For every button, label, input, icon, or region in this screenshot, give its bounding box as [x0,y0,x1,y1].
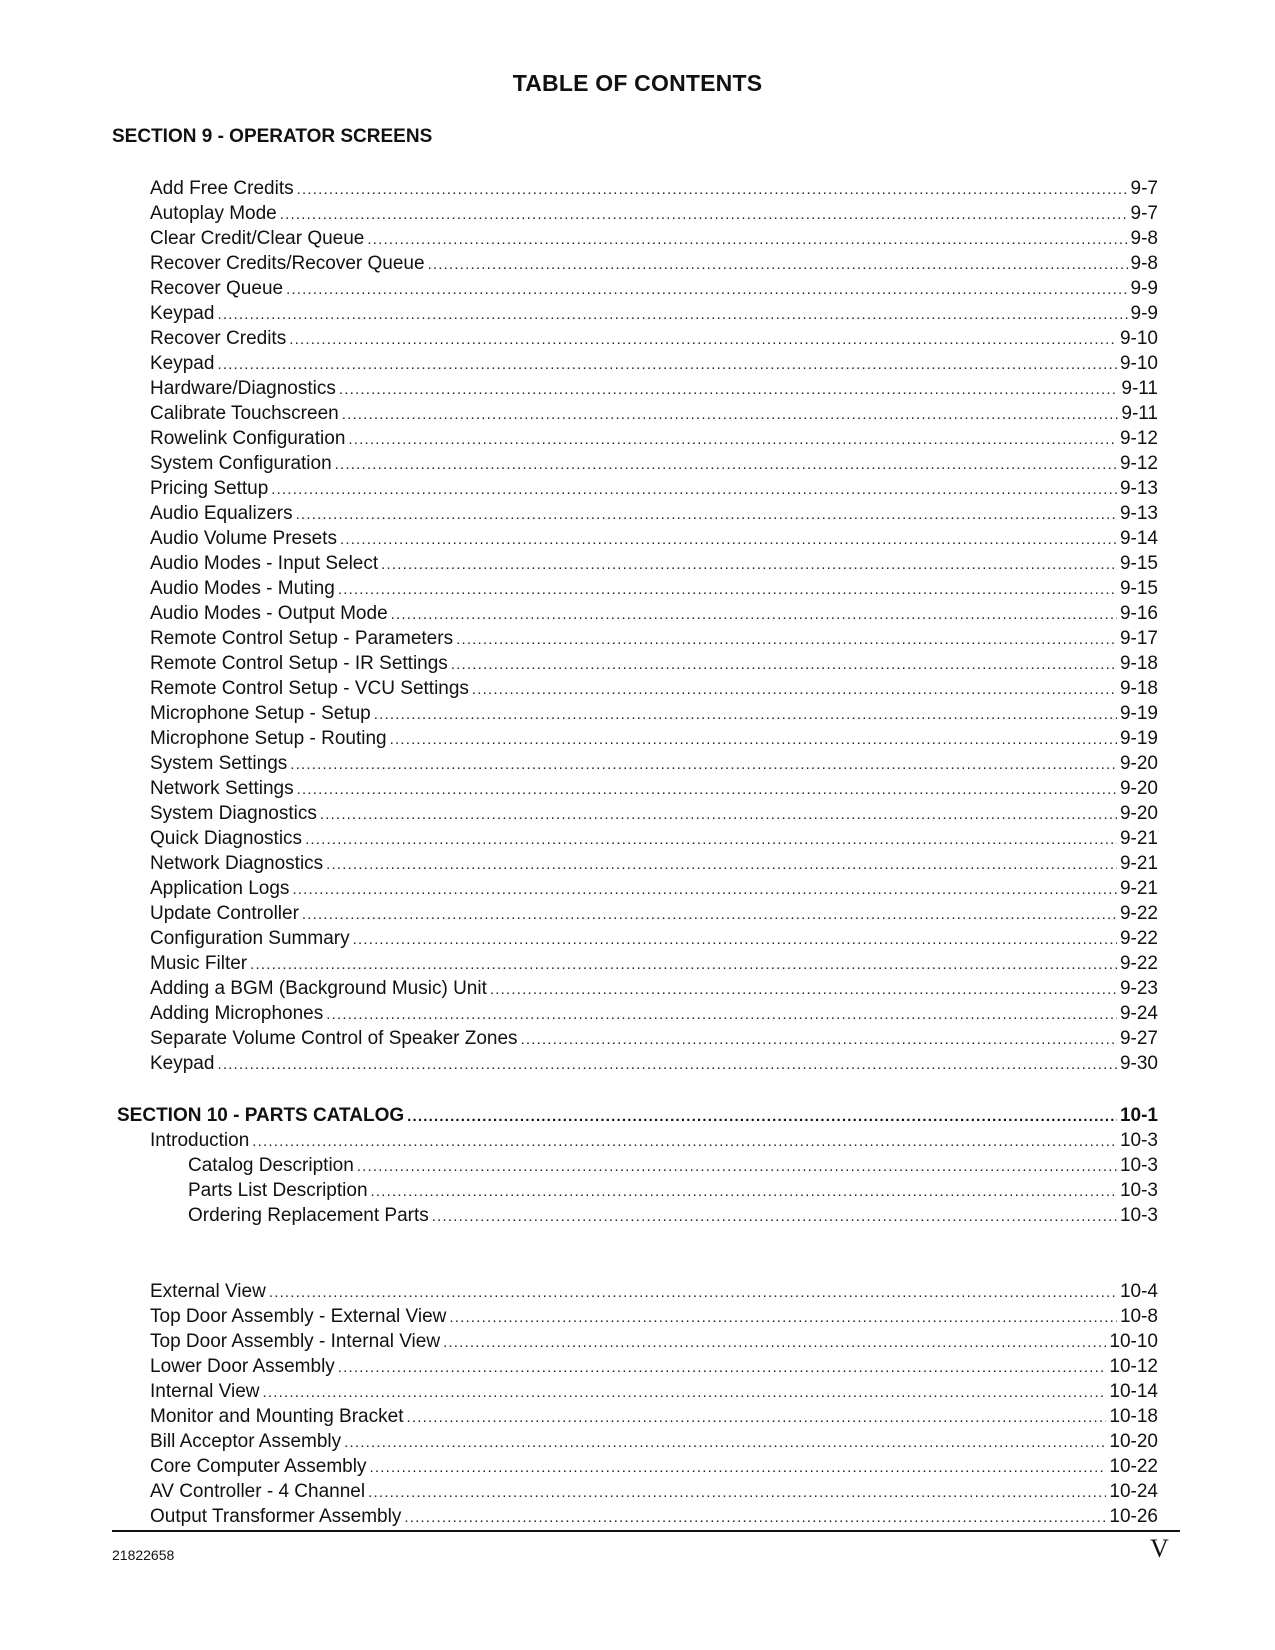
toc-entry[interactable] [150,301,1158,326]
toc-entry-label: Parts List Description [188,1180,368,1201]
toc-entry-page: 9-21 [1119,828,1158,849]
toc-entry-page: 10-22 [1109,1456,1158,1477]
document-number: 21822658 [112,1547,175,1563]
toc-entry[interactable] [150,551,1158,576]
dot-leader [217,352,1117,377]
toc-entry[interactable] [150,1404,1158,1429]
dot-leader [404,1505,1106,1530]
dot-leader [456,627,1117,652]
toc-entry-label: Recover Credits/Recover Queue [150,253,425,274]
dot-leader [367,227,1127,252]
toc-entry-label: Top Door Assembly - Internal View [150,1331,441,1352]
dot-leader [320,802,1117,827]
dot-leader [451,652,1117,677]
toc-entry[interactable] [150,1203,1158,1228]
toc-entry[interactable] [150,1051,1158,1076]
toc-entry-label: Top Door Assembly - External View [150,1306,447,1327]
toc-entry-label: Music Filter [150,953,248,974]
toc-entry[interactable] [150,1479,1158,1504]
toc-entry-label: Core Computer Assembly [150,1456,367,1477]
toc-entry[interactable] [150,1026,1158,1051]
toc-entry[interactable] [150,726,1158,751]
toc-entry[interactable] [150,426,1158,451]
toc-entry-page: 10-3 [1119,1130,1158,1151]
dot-leader [374,702,1117,727]
toc-entry[interactable] [150,251,1158,276]
footer-divider [112,1530,1180,1532]
dot-leader [326,1002,1117,1027]
toc-entry-page: 10-8 [1119,1306,1158,1327]
toc-entry-label: Adding a BGM (Background Music) Unit [150,978,487,999]
dot-leader [340,527,1117,552]
dot-leader [305,827,1117,852]
toc-entry-page: 9-18 [1119,653,1158,674]
toc-entry-label: Keypad [150,303,215,324]
toc-entry-label: Remote Control Setup - IR Settings [150,653,448,674]
toc-entry[interactable] [150,851,1158,876]
toc-entry-label: Microphone Setup - Setup [150,703,371,724]
toc-entry-label: Network Settings [150,778,294,799]
toc-entry[interactable] [150,801,1158,826]
toc-entry-page: 10-3 [1119,1155,1158,1176]
toc-entry-page: 9-14 [1119,528,1158,549]
dot-leader [290,752,1117,777]
toc-entry-page: 9-7 [1130,203,1158,224]
toc-entry[interactable] [150,676,1158,701]
dot-leader [348,427,1117,452]
toc-entry[interactable] [150,1153,1158,1178]
toc-entry[interactable] [150,1001,1158,1026]
toc-entry[interactable] [150,1504,1158,1529]
toc-entry-page: 9-19 [1119,728,1158,749]
toc-entry-page: 9-22 [1119,953,1158,974]
toc-entry-page: 9-23 [1119,978,1158,999]
dot-leader [250,952,1117,977]
toc-entry-page: 9-11 [1121,378,1158,399]
dot-leader [390,727,1117,752]
toc-entry-page: 9-22 [1119,903,1158,924]
dot-leader [338,577,1117,602]
toc-entry-label: External View [150,1281,266,1302]
dot-leader [353,927,1117,952]
toc-entry-page: 10-4 [1119,1281,1158,1302]
toc-entry-label: Bill Acceptor Assembly [150,1431,342,1452]
toc-entry-label: Quick Diagnostics [150,828,303,849]
toc-entry-page: 9-8 [1130,253,1158,274]
toc-entry[interactable] [150,1178,1158,1203]
toc-entry-label: Audio Modes - Output Mode [150,603,388,624]
toc-entry[interactable] [150,376,1158,401]
toc-entry-page: 9-20 [1119,753,1158,774]
toc-entry-label: Autoplay Mode [150,203,277,224]
toc-entry[interactable] [150,876,1158,901]
toc-entry-label: Lower Door Assembly [150,1356,335,1377]
toc-entry-page: 9-20 [1119,803,1158,824]
toc-entry-page: 9-22 [1119,928,1158,949]
toc-entry-page: 9-21 [1119,853,1158,874]
dot-leader [297,177,1128,202]
dot-leader [280,202,1128,227]
toc-entry-page: 9-7 [1130,178,1158,199]
toc-entry-label: System Settings [150,753,288,774]
toc-entry-label: Rowelink Configuration [150,428,346,449]
section-10-intro-entries [150,1128,1158,1228]
toc-entry-page: 9-12 [1119,428,1158,449]
dot-leader [369,1455,1106,1480]
toc-entry[interactable] [150,626,1158,651]
toc-entry[interactable] [150,176,1158,201]
dot-leader [449,1305,1117,1330]
toc-entry-label: Calibrate Touchscreen [150,403,339,424]
toc-entry-page: 9-10 [1119,328,1158,349]
dot-leader [342,402,1119,427]
toc-entry-label: Introduction [150,1130,250,1151]
toc-entry[interactable] [150,951,1158,976]
toc-entry-page: 9-9 [1130,278,1158,299]
toc-entry-page: 9-18 [1119,678,1158,699]
toc-entry-label: Configuration Summary [150,928,350,949]
toc-entry-label: Recover Credits [150,328,287,349]
toc-entry[interactable] [150,201,1158,226]
toc-entry[interactable] [150,776,1158,801]
toc-entry-label: Clear Credit/Clear Queue [150,228,365,249]
toc-entry-page: 10-12 [1109,1356,1158,1377]
dot-leader [217,302,1127,327]
toc-entry-label: Remote Control Setup - Parameters [150,628,454,649]
section-10-entries [150,1279,1158,1529]
toc-entry-page: 10-20 [1109,1431,1158,1452]
toc-entry-label: Recover Queue [150,278,284,299]
toc-entry-page: 10-3 [1119,1180,1158,1201]
toc-entry[interactable] [150,826,1158,851]
toc-entry[interactable] [150,701,1158,726]
dot-leader [357,1154,1117,1179]
toc-entry-label: Monitor and Mounting Bracket [150,1406,404,1427]
dot-leader [339,377,1119,402]
dot-leader [371,1179,1117,1204]
toc-entry-label: Keypad [150,1053,215,1074]
toc-entry-page: 10-3 [1119,1205,1158,1226]
toc-entry-label: Remote Control Setup - VCU Settings [150,678,469,699]
dot-leader [338,1355,1107,1380]
toc-entry[interactable] [150,1354,1158,1379]
toc-entry[interactable] [150,401,1158,426]
dot-leader [368,1480,1106,1505]
toc-entry-page: 9-11 [1121,403,1158,424]
dot-leader [292,877,1117,902]
dot-leader [263,1380,1107,1405]
toc-entry-page: 9-30 [1119,1053,1158,1074]
page-title: TABLE OF CONTENTS [512,70,763,96]
toc-entry-page: 9-8 [1130,228,1158,249]
toc-entry-label: Hardware/Diagnostics [150,378,336,399]
toc-entry[interactable] [150,901,1158,926]
dot-leader [302,902,1117,927]
toc-entry-label: Network Diagnostics [150,853,324,874]
dot-leader [296,502,1117,527]
toc-entry[interactable] [150,501,1158,526]
toc-entry-page: 9-13 [1119,503,1158,524]
toc-entry-page: 9-17 [1119,628,1158,649]
section-10-page: 10-1 [1119,1105,1158,1126]
toc-entry[interactable] [150,976,1158,1001]
dot-leader [432,1204,1117,1229]
toc-entry-page: 10-14 [1109,1381,1158,1402]
dot-leader [391,602,1117,627]
toc-entry-label: Audio Modes - Muting [150,578,335,599]
toc-entry-label: Keypad [150,353,215,374]
toc-entry-page: 9-24 [1119,1003,1158,1024]
toc-entry-page: 9-10 [1119,353,1158,374]
toc-entry-label: Audio Equalizers [150,503,293,524]
toc-entry-page: 9-12 [1119,453,1158,474]
toc-entry[interactable] [150,926,1158,951]
toc-entry-label: Pricing Settup [150,478,269,499]
toc-entry-page: 10-10 [1109,1331,1158,1352]
toc-entry-label: System Configuration [150,453,332,474]
toc-entry-label: Microphone Setup - Routing [150,728,387,749]
section-10-heading-row[interactable] [117,1103,1158,1128]
toc-entry[interactable] [150,651,1158,676]
dot-leader [271,477,1117,502]
toc-entry-page: 9-15 [1119,578,1158,599]
toc-entry-page: 9-27 [1119,1028,1158,1049]
dot-leader [406,1405,1106,1430]
dot-leader [335,452,1117,477]
toc-entry-label: Output Transformer Assembly [150,1506,402,1527]
toc-entry[interactable] [150,276,1158,301]
toc-entry[interactable] [150,1454,1158,1479]
toc-entry-label: Catalog Description [188,1155,354,1176]
toc-entry[interactable] [150,601,1158,626]
toc-entry-page: 10-24 [1109,1481,1158,1502]
dot-leader [289,327,1117,352]
dot-leader [297,777,1117,802]
toc-entry-page: 9-9 [1130,303,1158,324]
toc-entry-label: Internal View [150,1381,260,1402]
toc-entry-label: AV Controller - 4 Channel [150,1481,366,1502]
toc-entry[interactable] [150,1279,1158,1304]
toc-entry[interactable] [150,476,1158,501]
toc-entry-page: 9-16 [1119,603,1158,624]
dot-leader [217,1052,1117,1077]
dot-leader [286,277,1127,302]
dot-leader [252,1129,1117,1154]
dot-leader [269,1280,1117,1305]
toc-entry[interactable] [150,1304,1158,1329]
toc-entry-page: 9-15 [1119,553,1158,574]
toc-entry-page: 10-26 [1109,1506,1158,1527]
toc-entry-label: System Diagnostics [150,803,317,824]
toc-entry-label: Separate Volume Control of Speaker Zones [150,1028,518,1049]
toc-entry[interactable] [150,526,1158,551]
toc-entry-label: Adding Microphones [150,1003,324,1024]
toc-entry[interactable] [150,451,1158,476]
dot-leader [326,852,1117,877]
toc-entry-page: 9-19 [1119,703,1158,724]
dot-leader [490,977,1117,1002]
dot-leader [344,1430,1106,1455]
toc-entry-label: Add Free Credits [150,178,294,199]
toc-entry[interactable] [150,751,1158,776]
toc-entry[interactable] [150,1329,1158,1354]
section-10-heading: SECTION 10 - PARTS CATALOG [117,1105,405,1126]
dot-leader [472,677,1117,702]
dot-leader [443,1330,1106,1355]
toc-entry-label: Audio Volume Presets [150,528,337,549]
page-number: V [1150,1534,1169,1563]
toc-entry[interactable] [150,351,1158,376]
toc-entry-page: 9-13 [1119,478,1158,499]
toc-entry[interactable] [150,1429,1158,1454]
toc-entry[interactable] [150,226,1158,251]
dot-leader [521,1027,1117,1052]
section-9-heading: SECTION 9 - OPERATOR SCREENS [112,126,433,147]
toc-entry-page: 10-18 [1109,1406,1158,1427]
dot-leader [407,1104,1117,1129]
toc-entry-label: Application Logs [150,878,290,899]
dot-leader [381,552,1117,577]
toc-entry[interactable] [150,576,1158,601]
toc-entry-page: 9-21 [1119,878,1158,899]
toc-entry[interactable] [150,1128,1158,1153]
toc-entry-page: 9-20 [1119,778,1158,799]
dot-leader [428,252,1128,277]
toc-entry-label: Ordering Replacement Parts [188,1205,429,1226]
section-9-entries [150,176,1158,1076]
toc-entry-label: Update Controller [150,903,299,924]
toc-entry[interactable] [150,1379,1158,1404]
toc-entry[interactable] [150,326,1158,351]
toc-entry-label: Audio Modes - Input Select [150,553,379,574]
